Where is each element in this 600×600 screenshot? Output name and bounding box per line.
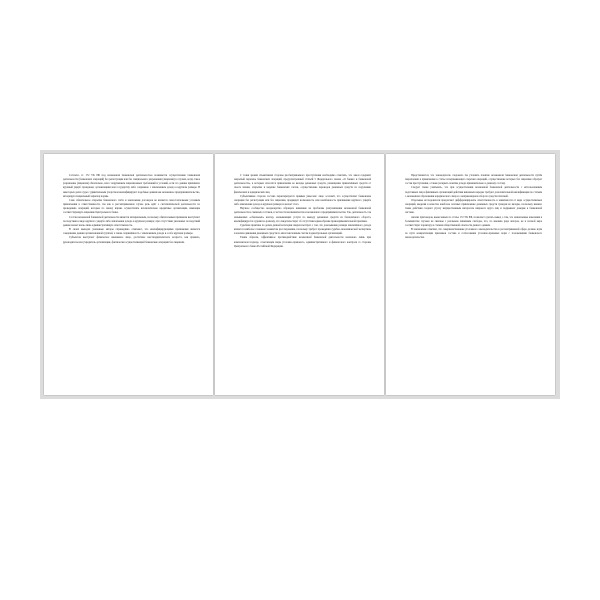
document-page-2 (215, 154, 384, 395)
paragraph: Отдельные исследователи предлагают дифференцировать ответственность в зависимости от вида осуществляемых операций, выделяя в качестве наиболее опасных привлечение денежных средств граждан во вклады, поскольку именно такие действия создают угрозу имущественным интересам широкого круга лиц и подрывают доверие к банковской системе. (405, 198, 542, 215)
paragraph: Субъективная сторона состава характеризуется прямым умыслом: лицо осознаёт, что осуществляет банковские операции без регистрации или без лицензии, предвидит возможность или неизбежность причинения крупного ущерба либо извлечения дохода в крупном размере и желает этого. (234, 194, 371, 207)
document-page-3 (386, 154, 555, 395)
paragraph: Само обязательное открытие банковского счёта и заключение договоров не является самостоятельным условием привлечения к ответственности, так как в рассматриваемом случае речь идёт о систематической деятельности по проведению операций, которые по закону вправе осуществлять исключительно кредитные организации, имеющие соответствующую лицензию Центрального банка. (63, 198, 200, 215)
paragraph: Представляется, что законодателю следовало бы уточнить понятие незаконной банковской деятельности путём закрепления в примечании к статье исчерпывающего перечня операций, осуществление которых без лицензии образует состав преступления, а также раскрыть понятие дохода применительно к данному составу. (405, 174, 542, 186)
page-text (63, 174, 200, 371)
paragraph: В заключение отметим, что совершенствование уголовного законодательства в рассматриваемой сфере должно идти по пути конкретизации признаков состава и согласования уголовно-правовых норм с положениями банковского законодательства. (405, 228, 542, 240)
paragraph: Таким образом, эффективное противодействие незаконной банковской деятельности возможно лишь при комплексном подходе, сочетающем меры уголовно-правового, административного и финансового контроля со стороны Центрального банка Российской Федерации. (234, 236, 371, 248)
document-page-1 (44, 154, 213, 395)
paragraph: Судебная практика по делам данной категории свидетельствует о том, что доказывание размера извлечённого дохода является наиболее сложным элементом расследования, поскольку требует проведения судебно-экономической экспертизы и анализа движения денежных средств по многочисленным счетам подконтрольных организаций. (234, 223, 371, 236)
paragraph: Согласно ст. 172 УК РФ под незаконной банковской деятельностью понимается осуществление банковской деятельности (банковских операций) без регистрации или без специального разрешения (лицензии) в случаях, когда такое разрешение (лицензия) обязательно, или с нарушением лицензионных требований и условий, если это деяние причинило крупный ущерб гражданам, организациям или государству либо сопряжено с извлечением дохода в крупном размере. В некоторых делах суды с удивительным упорством квалифицируют подобные деяния как незаконное предпринимательство, игнорируя специальный характер нормы. (63, 174, 200, 198)
paragraph: Состав незаконной банковской деятельности является материальным, поскольку обязательным признаком выступают последствия в виде крупного ущерба либо извлечения дохода в крупном размере; при отсутствии указанных последствий деяние может влечь лишь административную ответственность. (63, 215, 200, 227)
paragraph: С точки зрения объективной стороны рассматриваемого преступления необходимо отметить, что закон содержит закрытый перечень банковских операций, предусмотренный статьёй 5 Федерального закона «О банках и банковской деятельности», к которым относятся привлечение во вклады денежных средств, размещение привлечённых средств от своего имени, открытие и ведение банковских счетов, осуществление переводов денежных средств по поручению физических и юридических лиц. (234, 174, 371, 194)
paragraph: Следует также учитывать, что при осуществлении незаконной банковской деятельности с использованием подставных лиц и фиктивных организаций действия виновных нередко требуют дополнительной квалификации по статьям о незаконном образовании юридического лица и о неправомерном обороте средств платежей. (405, 186, 542, 198)
paragraph: Субъектом выступает физическое вменяемое лицо, достигшее шестнадцатилетнего возраста, как правило, руководитель или учредитель организации, фактически осуществляющей банковские операции без лицензии. (63, 236, 200, 244)
page-text (234, 174, 371, 371)
paragraph: Анализ приговоров, вынесенных по статье 172 УК РФ, позволяет сделать вывод о том, что назначаемые наказания в большинстве случаев не связаны с реальным лишением свободы, что, по мнению ряда авторов, не в полной мере соответствует характеру и степени общественной опасности данного деяния. (405, 215, 542, 227)
paragraph: Научное сообщество неоднократно обращало внимание на проблемы разграничения незаконной банковской деятельности и смежных составов, в частности мошенничества и незаконного предпринимательства. Так, деятельность так называемых «обнальных» контор, оказывающих услуги по выводу денежных средств из безналичного оборота, квалифицируется судами по-разному, что свидетельствует об отсутствии единообразия правоприменительной практики. (234, 207, 371, 223)
paragraph: В своих выводах указанные авторы справедливо отмечают, что квалифицирующими признаками является совершение деяния организованной группой, а также сопряжённость с извлечением дохода в особо крупном размере. (63, 228, 200, 236)
page-text (405, 174, 542, 371)
document-viewer[interactable] (40, 150, 560, 399)
